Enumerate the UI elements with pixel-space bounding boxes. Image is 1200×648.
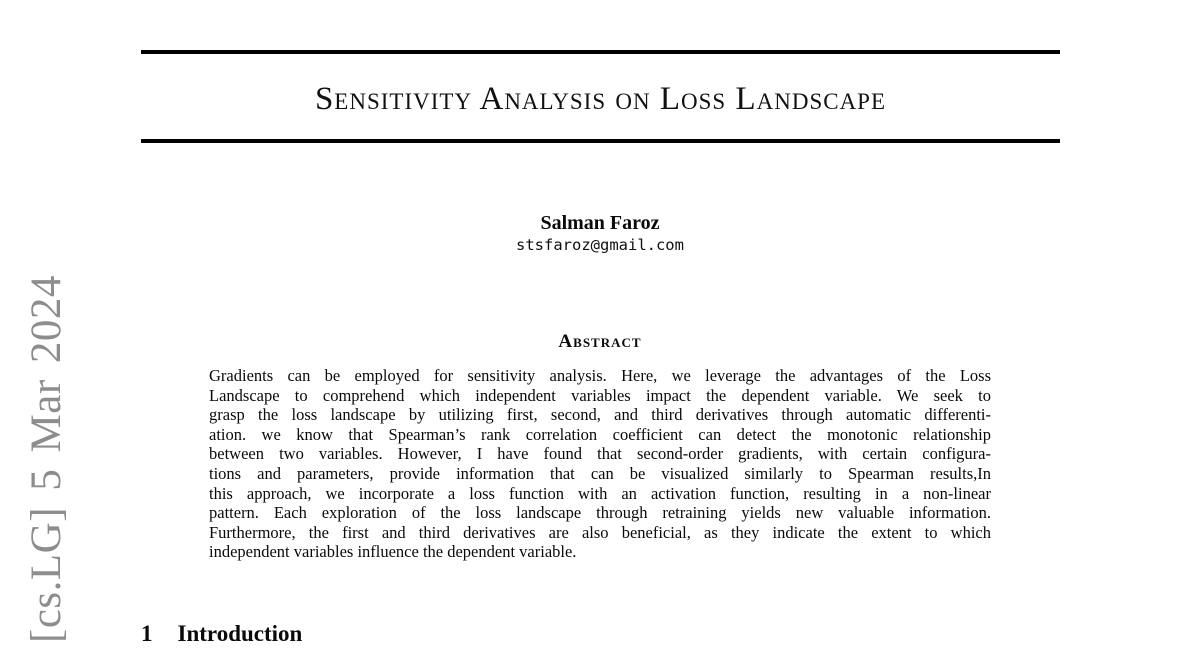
section-number: 1 <box>141 621 153 646</box>
abstract-line: Landscape to comprehend which independent variables impact the dependent variable. We seek to <box>209 385 991 405</box>
author-block <box>0 212 1200 254</box>
abstract-line: ation. we know that Spearman’s rank correlation coefficient can detect the monotonic relationship <box>209 424 991 444</box>
abstract-line: pattern. Each exploration of the loss landscape through retraining yields new valuable information. <box>209 503 991 523</box>
title-rule-top <box>141 50 1060 54</box>
author-email: stsfaroz@gmail.com <box>516 236 684 254</box>
abstract-line: grasp the loss landscape by utilizing first, second, and third derivatives through automatic differenti- <box>209 405 991 425</box>
paper-title: Sensitivity Analysis on Loss Landscape <box>314 81 887 117</box>
abstract-line: between two variables. However, I have found that second-order gradients, with certain configura- <box>209 444 991 464</box>
section-title: Introduction <box>177 621 303 646</box>
section-heading-introduction <box>141 622 302 645</box>
arxiv-stamp-watermark: [cs.LG] 5 Mar 2024 <box>23 275 70 643</box>
abstract-line: independent variables influence the dependent variable. <box>209 542 577 562</box>
abstract-body <box>209 366 991 562</box>
abstract-line: this approach, we incorporate a loss function with an activation function, resulting in a non-linear <box>209 483 991 503</box>
title-rule-bottom <box>141 139 1060 143</box>
abstract-heading: Abstract <box>558 331 642 352</box>
abstract-line: Gradients can be employed for sensitivity analysis. Here, we leverage the advantages of the Loss <box>209 366 991 385</box>
author-name: Salman Faroz <box>540 212 660 234</box>
abstract-line: Furthermore, the first and third derivatives are also beneficial, as they indicate the extent to which <box>209 522 991 542</box>
abstract-line: tions and parameters, provide information that can be visualized similarly to Spearman results,In <box>209 463 991 483</box>
